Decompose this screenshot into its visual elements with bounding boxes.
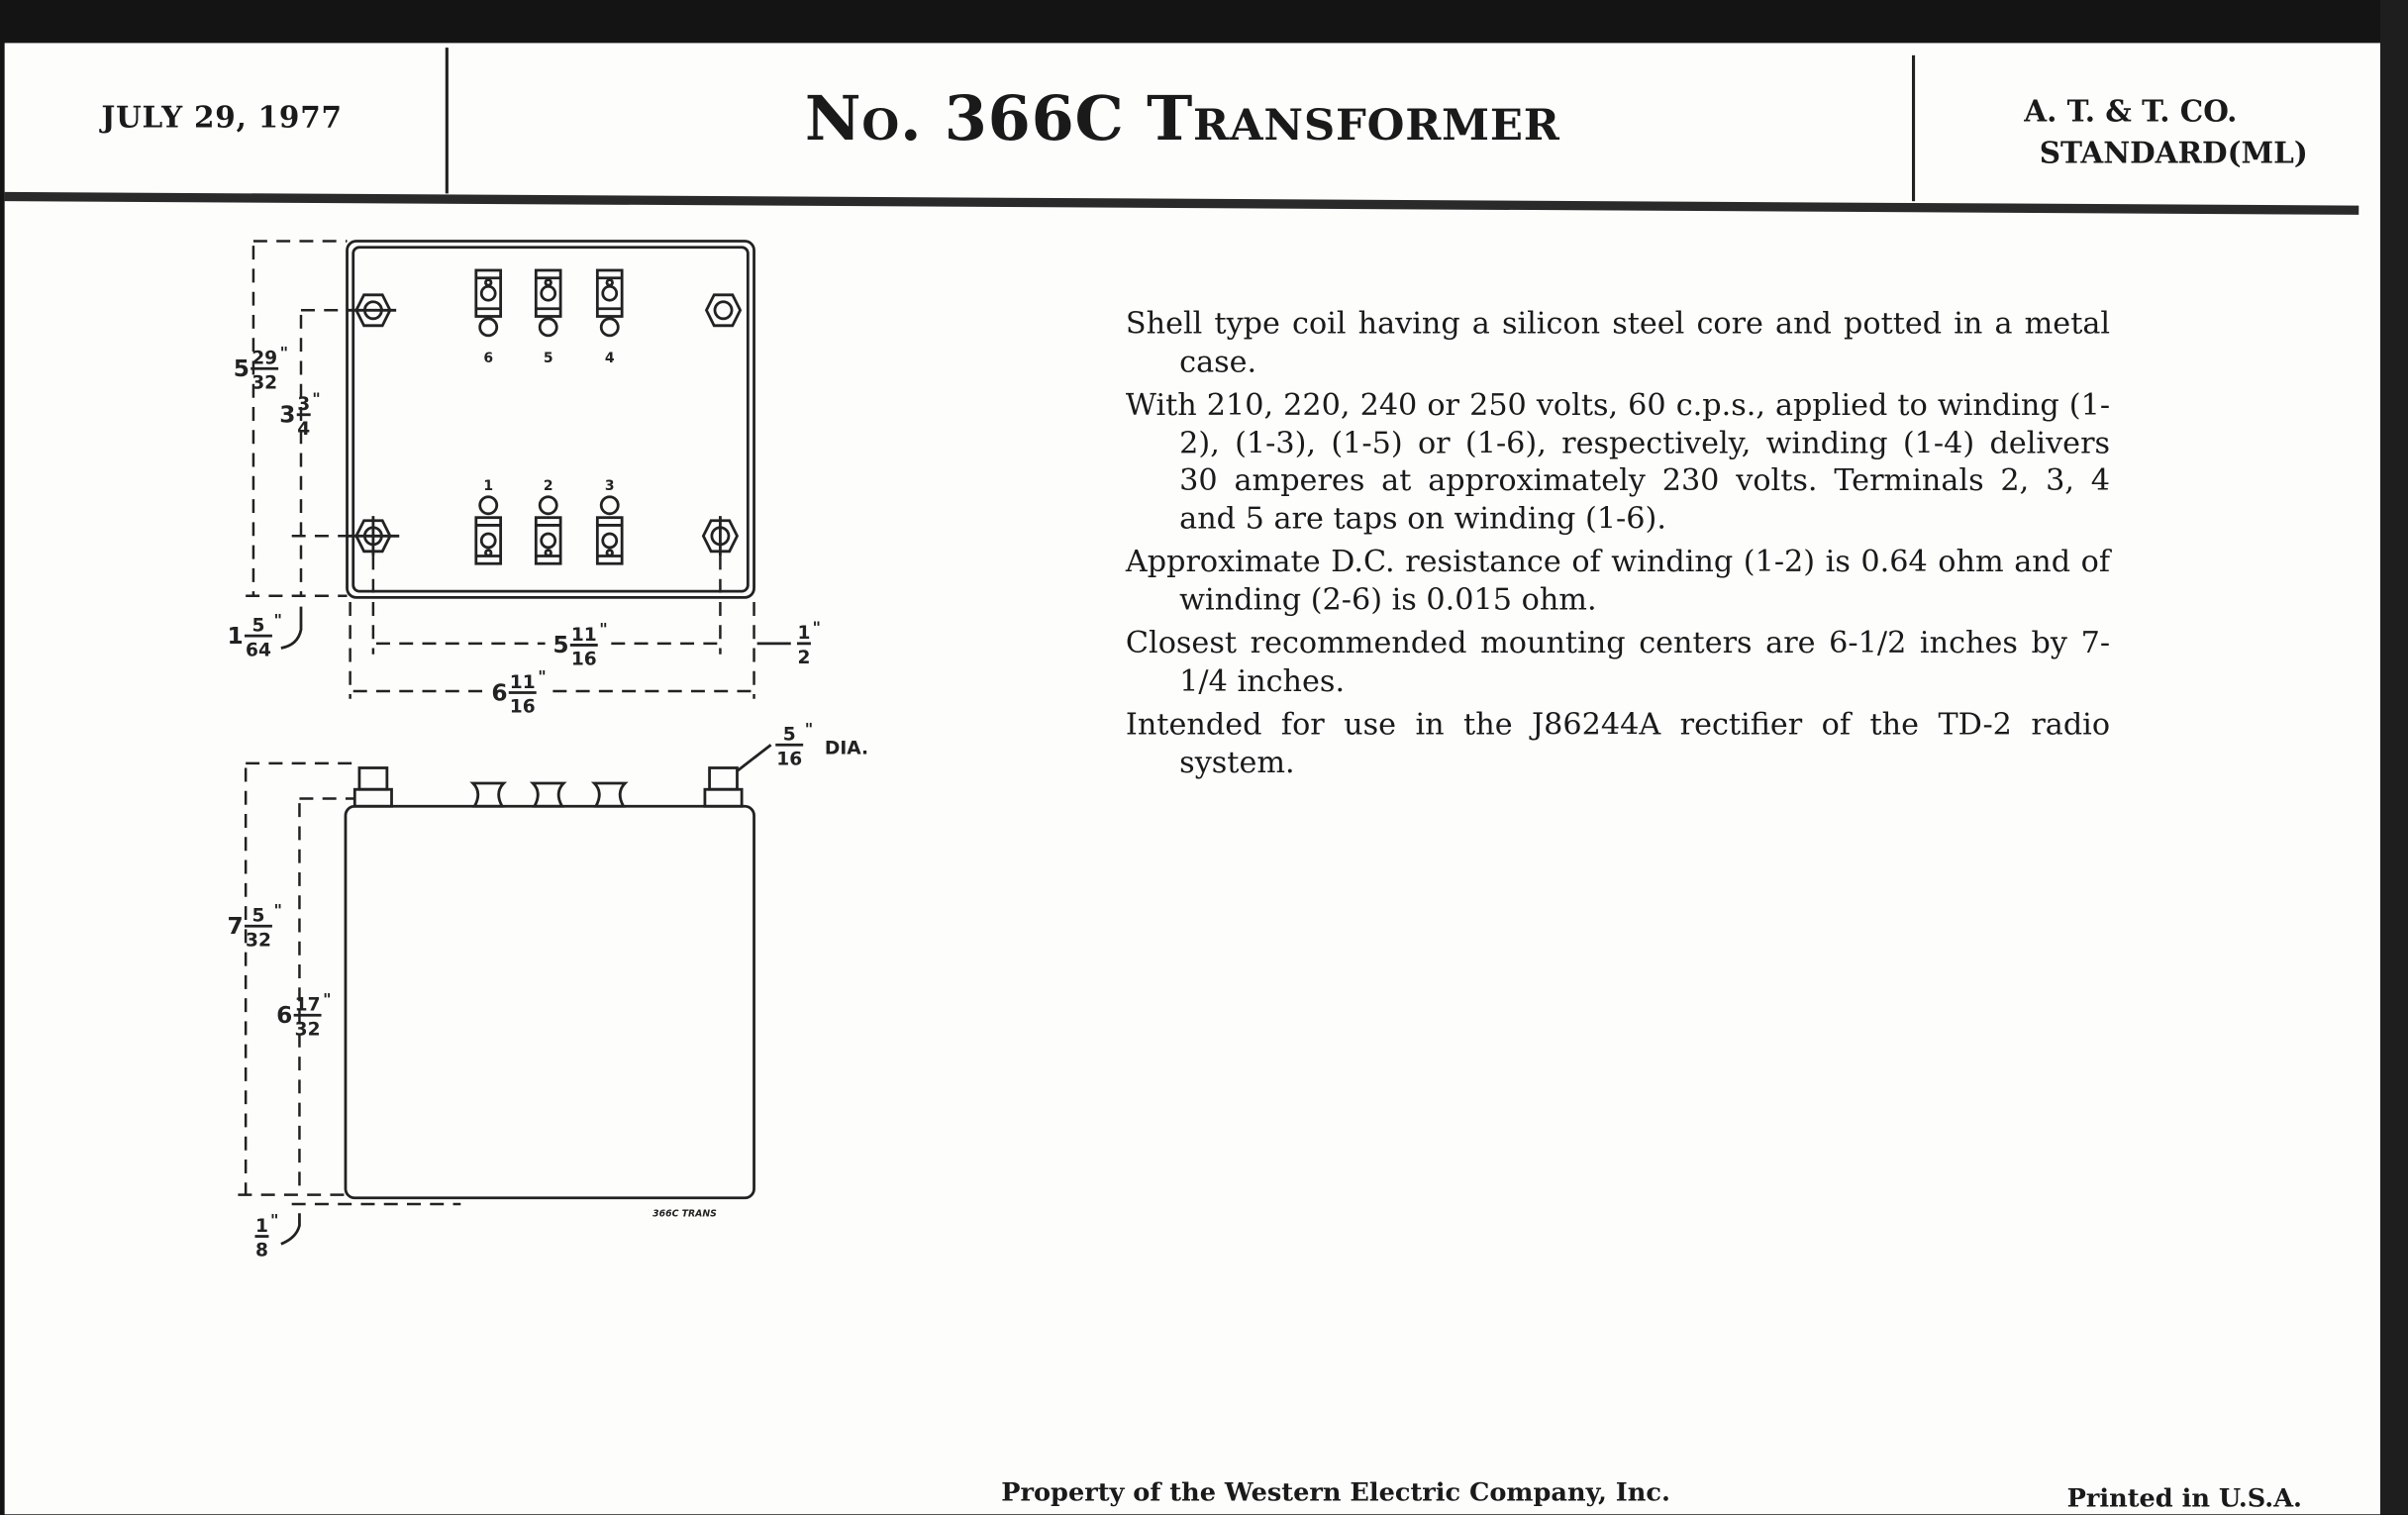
terminal-number: 2 — [543, 477, 553, 494]
svg-text:17: 17 — [294, 994, 321, 1016]
svg-text:8: 8 — [254, 1240, 268, 1262]
dim-case-height — [276, 989, 331, 1040]
stud-nut-icon — [705, 768, 742, 807]
dim-stud-diameter — [775, 719, 813, 769]
issue-date: JULY 29, 1977 — [101, 101, 343, 136]
svg-text:5: 5 — [782, 724, 796, 746]
terminal-number: 4 — [604, 351, 615, 367]
svg-text:11: 11 — [509, 671, 536, 693]
dim-mount-width — [552, 620, 607, 670]
svg-text:5: 5 — [233, 354, 250, 382]
description-paragraph: With 210, 220, 240 or 250 volts, 60 c.p.s., applied to winding (1-2), (1-3), (1-5) or (1-6), respectively, winding (1-4) delivers 30 amperes at approximately 230 volts. Terminals 2, 3, 4 and 5 are taps on winding (1-6). — [1125, 386, 2111, 536]
svg-text:": " — [273, 610, 282, 630]
svg-text:1: 1 — [254, 1215, 268, 1237]
top-view — [228, 242, 821, 718]
hex-nut-icon — [706, 295, 740, 326]
description — [1126, 306, 2110, 788]
terminal-side-icon — [533, 783, 563, 806]
terminal-lug-icon — [597, 270, 622, 366]
description-paragraph: Approximate D.C. resistance of winding (1-2) is 0.64 ohm and of winding (2-6) is 0.015 ohm. — [1125, 544, 2111, 617]
svg-text:32: 32 — [246, 930, 271, 952]
dim-overall-height — [234, 343, 288, 393]
dim-stud-suffix: DIA. — [824, 738, 869, 759]
svg-text:": " — [273, 900, 282, 920]
terminal-lug-icon — [476, 478, 501, 563]
terminal-lug-icon — [536, 270, 560, 366]
svg-text:3: 3 — [297, 394, 311, 416]
svg-text:6: 6 — [276, 1001, 293, 1029]
svg-text:": " — [312, 388, 321, 408]
terminal-lug-icon — [597, 478, 622, 563]
svg-text:4: 4 — [297, 418, 311, 440]
footer-printed: Printed in U.S.A. — [2066, 1483, 2302, 1513]
svg-text:6: 6 — [491, 679, 508, 707]
svg-text:": " — [599, 619, 608, 639]
svg-text:11: 11 — [570, 624, 597, 646]
svg-text:": " — [812, 618, 821, 638]
svg-text:64: 64 — [246, 640, 271, 661]
svg-text:": " — [538, 666, 547, 686]
stud-nut-icon — [354, 768, 391, 807]
drawing-label: 366C TRANS — [652, 1208, 717, 1220]
terminal-number: 5 — [543, 351, 553, 367]
description-paragraph: Closest recommended mounting centers are 6-1/2 inches by 7-1/4 inches. — [1125, 625, 2111, 698]
terminal-lug-icon — [536, 478, 560, 563]
page-title: No. 366C Transformer — [804, 82, 1560, 155]
svg-text:2: 2 — [797, 648, 811, 669]
svg-text:": " — [804, 719, 814, 739]
description-paragraph: Shell type coil having a silicon steel core and potted in a metal case. — [1125, 305, 2111, 379]
svg-text:3: 3 — [279, 401, 296, 429]
standard-org: A. T. & T. CO. — [2024, 95, 2238, 130]
hex-nut-icon — [703, 516, 737, 556]
svg-text:": " — [323, 989, 332, 1009]
terminal-number: 1 — [483, 477, 494, 494]
svg-text:5: 5 — [251, 905, 265, 927]
svg-text:1: 1 — [227, 622, 244, 650]
svg-text:1: 1 — [797, 623, 811, 645]
terminal-side-icon — [594, 783, 625, 806]
side-view — [228, 719, 869, 1261]
svg-text:29: 29 — [251, 348, 278, 369]
svg-text:16: 16 — [570, 649, 597, 670]
footer-property: Property of the Western Electric Company, Inc. — [1001, 1477, 1670, 1507]
svg-text:5: 5 — [251, 615, 265, 637]
dim-mount-height — [279, 389, 320, 440]
terminal-number: 6 — [483, 351, 494, 367]
svg-text:": " — [279, 343, 289, 362]
terminal-side-icon — [473, 783, 504, 806]
dim-edge-offset — [228, 610, 282, 660]
dim-side-overall-height — [228, 900, 282, 951]
svg-text:32: 32 — [251, 372, 278, 394]
svg-text:5: 5 — [552, 632, 569, 659]
terminal-lug-icon — [476, 270, 501, 366]
hex-nut-icon — [348, 516, 400, 556]
dim-overall-width — [491, 667, 546, 718]
svg-text:16: 16 — [509, 696, 536, 718]
svg-text:": " — [269, 1210, 279, 1230]
svg-text:32: 32 — [294, 1019, 321, 1041]
svg-text:7: 7 — [227, 913, 244, 941]
terminal-number: 3 — [604, 477, 615, 494]
dim-base-offset — [254, 1211, 278, 1262]
svg-text:16: 16 — [776, 749, 803, 770]
description-paragraph: Intended for use in the J86244A rectifier of the TD-2 radio system. — [1125, 706, 2111, 780]
standard-label: STANDARD(ML) — [2039, 137, 2308, 171]
dim-side-offset — [797, 618, 821, 668]
